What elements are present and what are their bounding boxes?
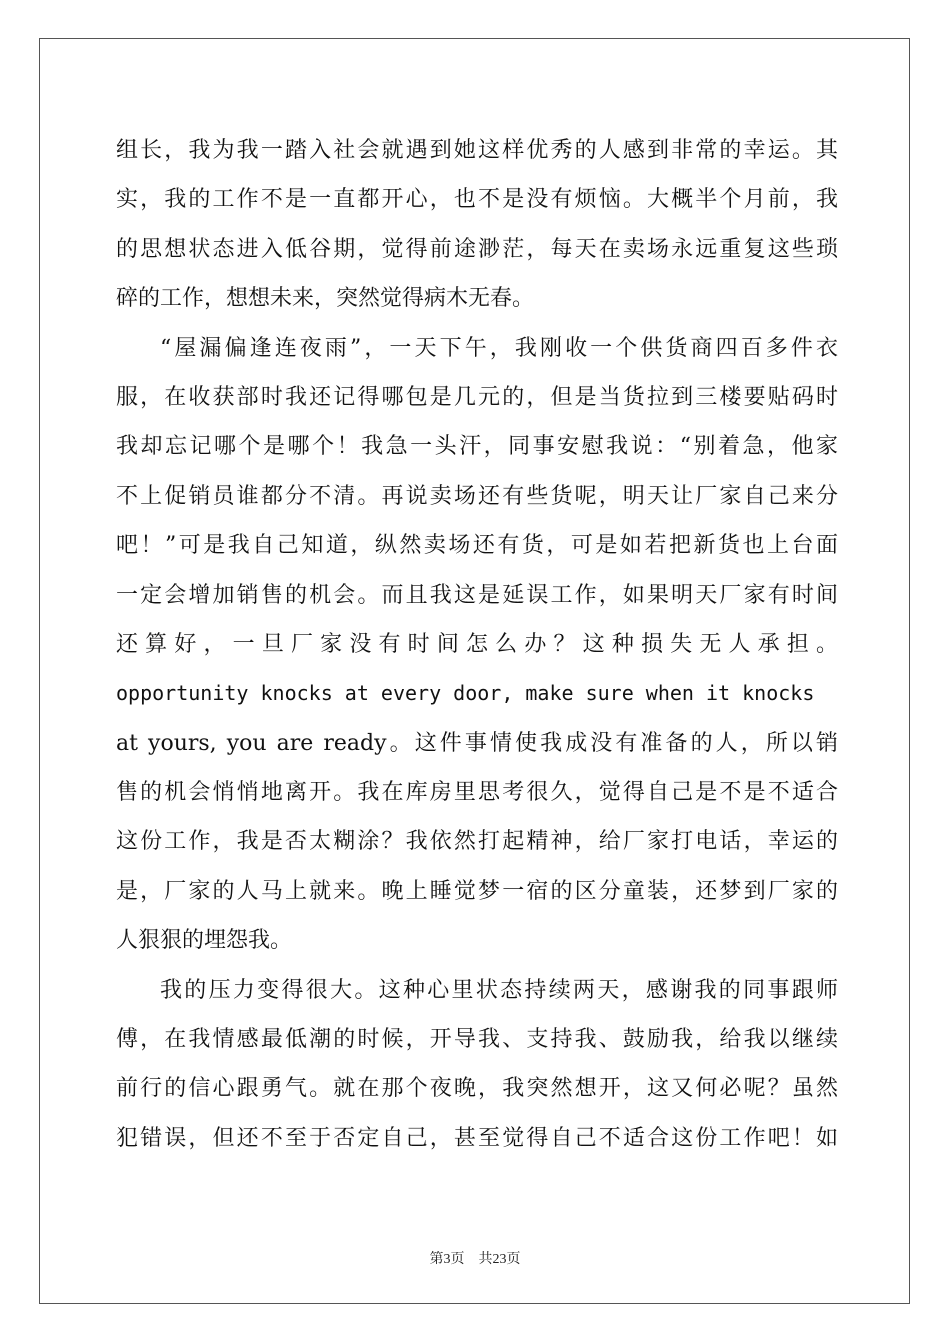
text-line: 组长，我为我一踏入社会就遇到她这样优秀的人感到非常的幸运。其 xyxy=(116,138,838,163)
text-line: 前行的信心跟勇气。就在那个夜晚，我突然想开，这又何必呢？虽然 xyxy=(116,1076,838,1102)
text-line: at yours, you are ready。这件事情使我成没有准备的人，所以销 xyxy=(116,730,838,756)
document-body xyxy=(116,126,838,1163)
text-line: 碎的工作，想想未来，突然觉得病木无春。 xyxy=(116,286,535,312)
text-line: 我却忘记哪个是哪个！我急一头汗，同事安慰我说：“别着急，他家 xyxy=(116,434,838,460)
text-line: 的思想状态进入低谷期，觉得前途渺茫，每天在卖场永远重复这些琐 xyxy=(116,236,838,262)
text-line: 是，厂家的人马上就来。晚上睡觉梦一宿的区分童装，还梦到厂家的 xyxy=(116,878,838,904)
text-line: opportunity knocks at every door, make sure when it knocks xyxy=(116,681,815,706)
text-line: 傅，在我情感最低潮的时候，开导我、支持我、鼓励我，给我以继续 xyxy=(116,1027,838,1053)
text-line: 售的机会悄悄地离开。我在库房里思考很久，觉得自己是不是不适合 xyxy=(116,780,838,806)
text-line: 人狠狠的埋怨我。 xyxy=(116,928,293,954)
text-line: 一定会增加销售的机会。而且我这是延误工作，如果明天厂家有时间 xyxy=(116,582,838,608)
text-line: 犯错误，但还不至于否定自己，甚至觉得自己不适合这份工作吧！如 xyxy=(116,1125,838,1151)
text-line: 服，在收获部时我还记得哪包是几元的，但是当货拉到三楼要贴码时 xyxy=(116,384,838,410)
text-line: 吧！”可是我自己知道，纵然卖场还有货，可是如若把新货也上台面 xyxy=(116,533,838,559)
text-line: 还算好，一旦厂家没有时间怎么办？这种损失无人承担。 xyxy=(116,631,838,657)
text-line: 这份工作，我是否太糊涂？我依然打起精神，给厂家打电话，幸运的 xyxy=(116,829,838,855)
text-line: 不上促销员谁都分不清。再说卖场还有些货呢，明天让厂家自己来分 xyxy=(116,483,838,509)
text-line: 我的压力变得很大。这种心里状态持续两天，感谢我的同事跟师 xyxy=(160,977,838,1003)
text-line: “屋漏偏逢连夜雨”，一天下午，我刚收一个供货商四百多件衣 xyxy=(160,335,838,361)
text-line: 实，我的工作不是一直都开心，也不是没有烦恼。大概半个月前，我 xyxy=(116,187,838,213)
page-number-footer: 第3页 共23页 xyxy=(429,1252,521,1267)
